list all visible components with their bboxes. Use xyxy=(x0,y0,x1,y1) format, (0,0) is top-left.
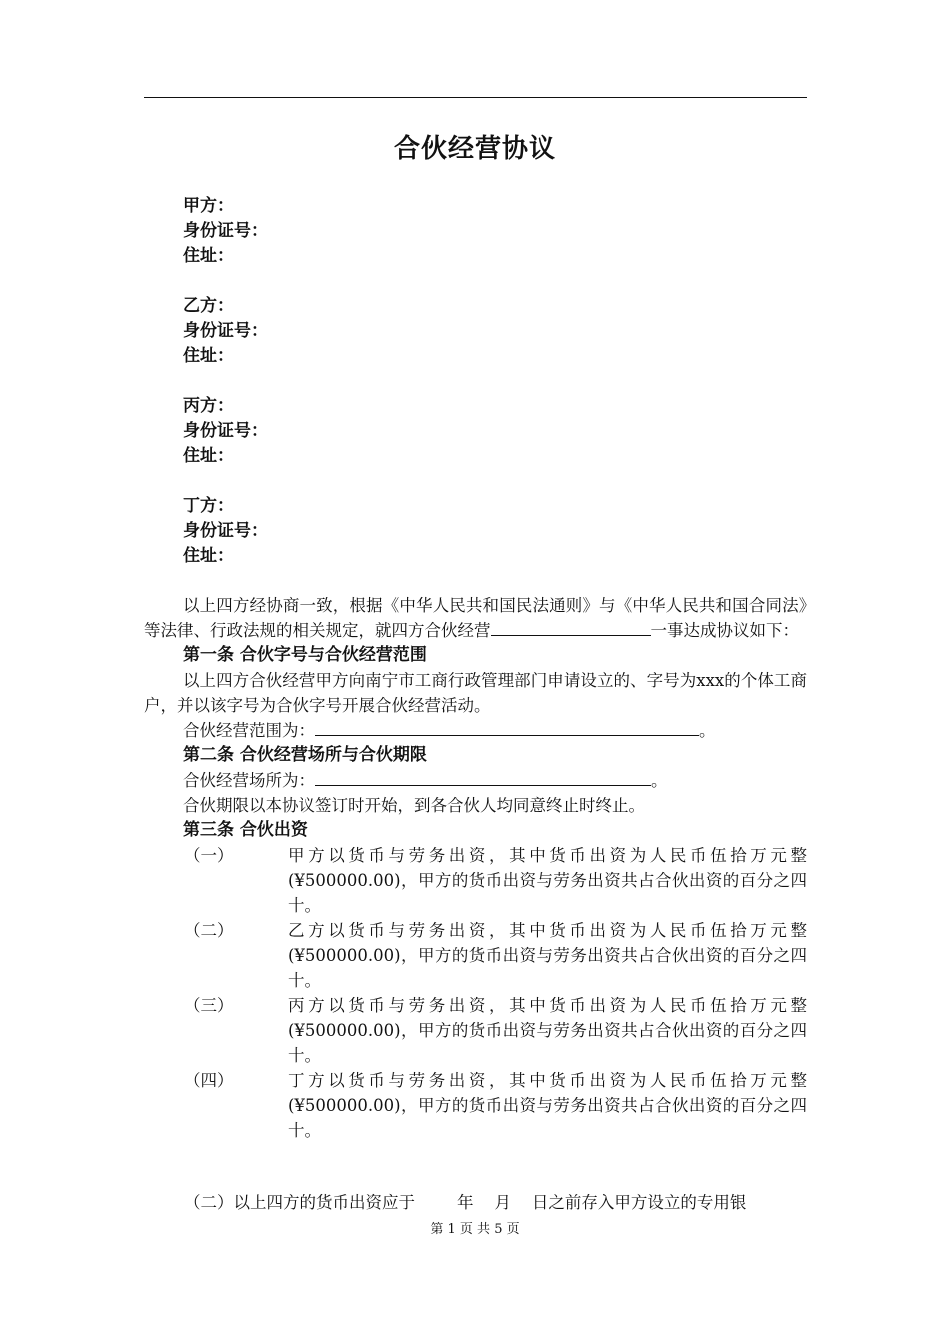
party-a-name-label: 甲方： xyxy=(183,196,234,216)
article-2-heading: 第二条 合伙经营场所与合伙期限 xyxy=(183,745,427,765)
business-name-blank xyxy=(491,618,651,636)
article-1-heading: 第一条 合伙字号与合伙经营范围 xyxy=(183,645,427,665)
party-a-block xyxy=(183,194,268,269)
party-d-name-label: 丁方： xyxy=(183,496,234,516)
party-c-address-label: 住址： xyxy=(183,446,234,466)
party-b-name-label: 乙方： xyxy=(183,296,234,316)
contribution-item-number: （二） xyxy=(184,921,234,940)
contribution-item xyxy=(144,993,807,1068)
article-1-paragraph: 以上四方合伙经营甲方向南宁市工商行政管理部门申请设立的、字号为xxx的个体工商户，并以该字号为合伙字号开展合伙经营活动。 xyxy=(144,671,807,715)
partnership-term: 合伙期限以本协议签订时开始，到各合伙人均同意终止时终止。 xyxy=(183,796,645,815)
business-scope-line xyxy=(144,718,807,743)
intro-paragraph xyxy=(144,593,807,643)
business-scope-end: 。 xyxy=(699,721,716,740)
party-c-block xyxy=(183,394,268,469)
header-rule xyxy=(144,97,807,98)
party-b-address-label: 住址： xyxy=(183,346,234,366)
business-scope-label: 合伙经营范围为： xyxy=(183,721,315,740)
party-a-address-label: 住址： xyxy=(183,246,234,266)
contribution-item-text: 甲方以货币与劳务出资，其中货币出资为人民币伍拾万元整(¥500000.00)，甲方的货币出资与劳务出资共占合伙出资的百分之四十。 xyxy=(288,846,807,915)
deposit-deadline-line: （二）以上四方的货币出资应于 年 月 日之前存入甲方设立的专用银 xyxy=(184,1193,747,1212)
contribution-item-number: （三） xyxy=(184,996,234,1015)
article-3-heading: 第三条 合伙出资 xyxy=(183,820,308,840)
party-c-id-label: 身份证号： xyxy=(183,421,268,441)
business-place-end: 。 xyxy=(651,771,668,790)
intro-text-after: 一事达成协议如下： xyxy=(650,621,799,640)
party-c-name-label: 丙方： xyxy=(183,396,234,416)
intro-text-before: 以上四方经协商一致，根据《中华人民共和国民法通则》与《中华人民共和国合同法》等法律、行政法规的相关规定，就四方合伙经营 xyxy=(144,596,807,640)
business-place-line xyxy=(144,768,807,793)
business-place-label: 合伙经营场所为： xyxy=(183,771,315,790)
contribution-item-number: （四） xyxy=(184,1071,234,1090)
contribution-item-text: 乙方以货币与劳务出资，其中货币出资为人民币伍拾万元整(¥500000.00)，甲方的货币出资与劳务出资共占合伙出资的百分之四十。 xyxy=(288,921,807,990)
party-a-id-label: 身份证号： xyxy=(183,221,268,241)
party-b-block xyxy=(183,294,268,369)
contribution-item xyxy=(144,843,807,918)
party-d-block xyxy=(183,494,268,569)
contribution-item-text: 丙方以货币与劳务出资，其中货币出资为人民币伍拾万元整(¥500000.00)，甲方的货币出资与劳务出资共占合伙出资的百分之四十。 xyxy=(288,996,807,1065)
business-place-blank xyxy=(315,768,651,786)
business-scope-blank xyxy=(315,718,699,736)
document-title: 合伙经营协议 xyxy=(393,134,556,164)
party-d-address-label: 住址： xyxy=(183,546,234,566)
page-footer: 第 1 页 共 5 页 xyxy=(430,1222,520,1237)
contribution-item xyxy=(144,918,807,993)
contribution-item-text: 丁方以货币与劳务出资，其中货币出资为人民币伍拾万元整(¥500000.00)，甲方的货币出资与劳务出资共占合伙出资的百分之四十。 xyxy=(288,1071,807,1140)
party-b-id-label: 身份证号： xyxy=(183,321,268,341)
contribution-item-number: （一） xyxy=(184,846,234,865)
agreement-body xyxy=(144,593,807,1143)
contribution-item xyxy=(144,1068,807,1143)
party-d-id-label: 身份证号： xyxy=(183,521,268,541)
